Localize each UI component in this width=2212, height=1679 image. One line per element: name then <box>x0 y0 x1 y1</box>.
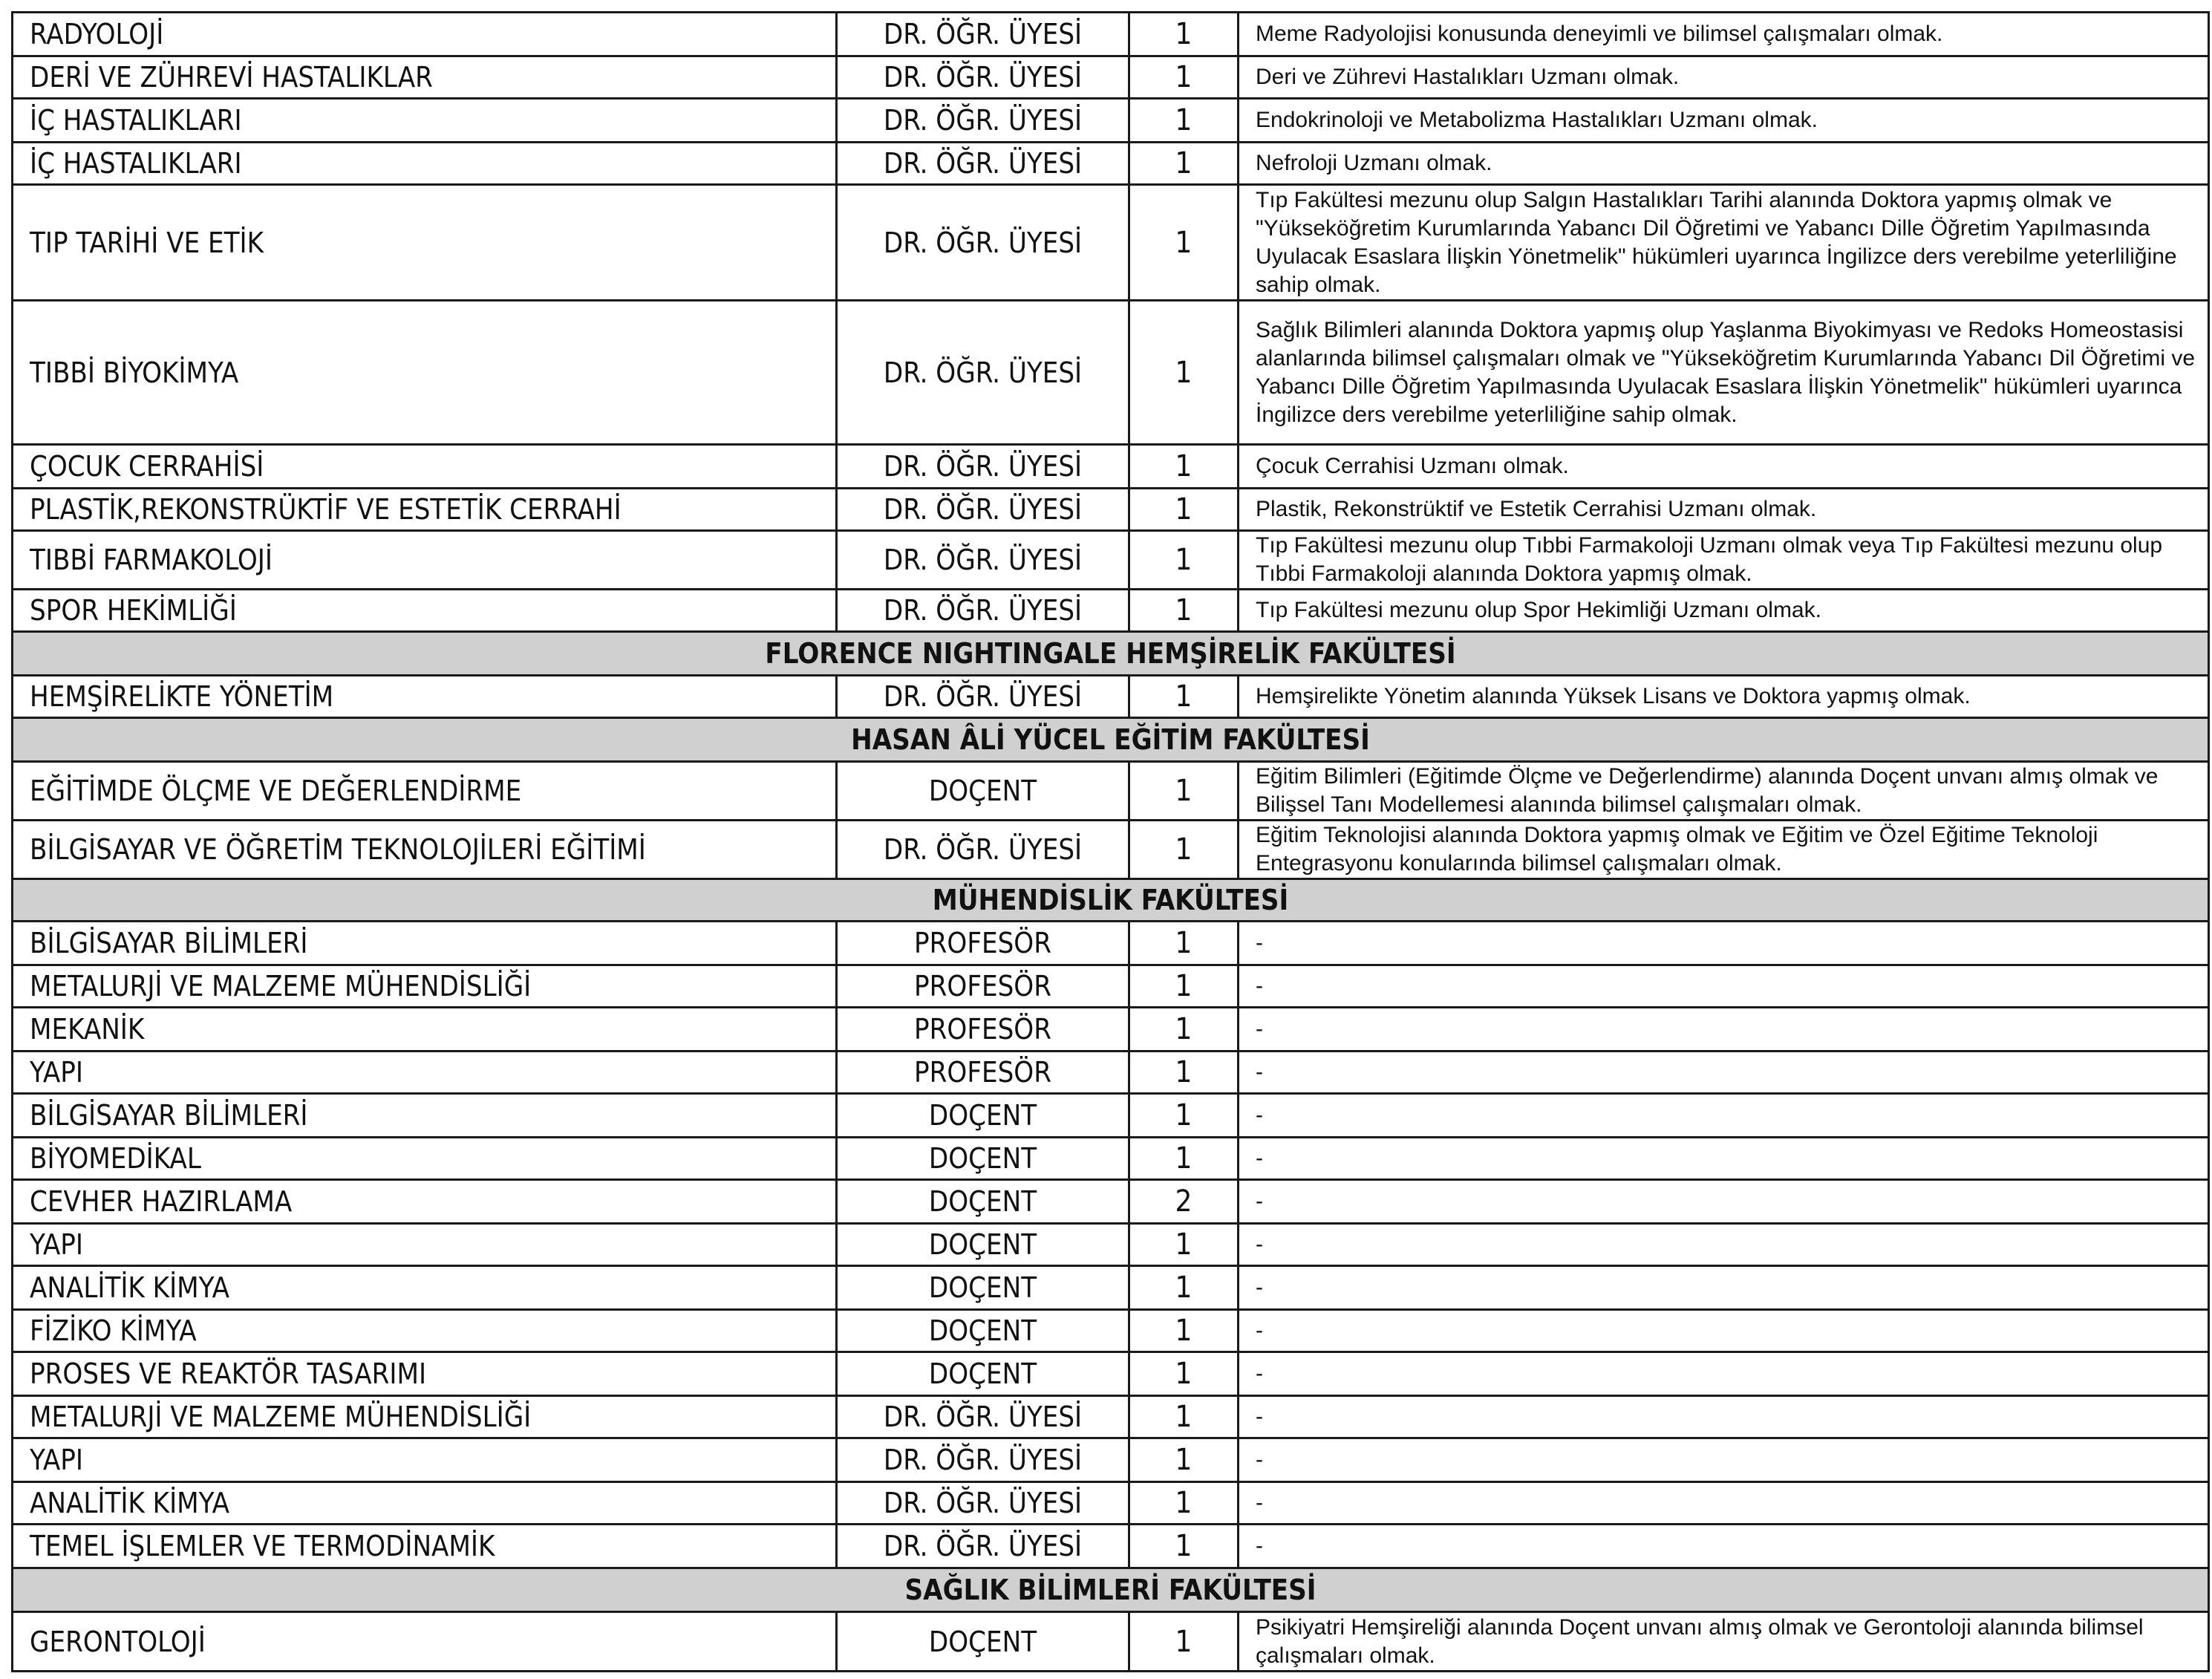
requirement-cell: - <box>1239 1094 2209 1138</box>
requirement-cell: - <box>1239 1310 2209 1352</box>
table-row <box>13 590 2209 632</box>
table-row <box>13 445 2209 489</box>
table-row <box>13 1008 2209 1052</box>
department-cell: HEMŞİRELİKTE YÖNETİM <box>13 676 837 718</box>
position-count-cell: 1 <box>1129 301 1239 445</box>
requirement-cell: Çocuk Cerrahisi Uzmanı olmak. <box>1239 445 2209 489</box>
requirement-cell: Tıp Fakültesi mezunu olup Spor Hekimliği Uzmanı olmak. <box>1239 590 2209 632</box>
academic-title-cell: PROFESÖR <box>837 922 1129 965</box>
position-count-cell: 1 <box>1129 1612 1239 1672</box>
department-cell: PROSES VE REAKTÖR TASARIMI <box>13 1352 837 1396</box>
faculty-name: MÜHENDİSLİK FAKÜLTESİ <box>13 879 2209 922</box>
table-row <box>13 1266 2209 1310</box>
table-row <box>13 1094 2209 1138</box>
table-row <box>13 1525 2209 1568</box>
academic-title-cell: DOÇENT <box>837 1612 1129 1672</box>
position-count-cell: 1 <box>1129 590 1239 632</box>
position-count-cell: 1 <box>1129 143 1239 185</box>
requirement-cell: - <box>1239 1180 2209 1224</box>
department-cell: YAPI <box>13 1052 837 1094</box>
department-cell: BİLGİSAYAR VE ÖĞRETİM TEKNOLOJİLERİ EĞİTİMİ <box>13 821 837 879</box>
requirement-cell: Meme Radyolojisi konusunda deneyimli ve bilimsel çalışmaları olmak. <box>1239 13 2209 56</box>
academic-title-cell: DOÇENT <box>837 762 1129 821</box>
requirement-cell: - <box>1239 1052 2209 1094</box>
faculty-section-header <box>13 1568 2209 1612</box>
department-cell: TIP TARİHİ VE ETİK <box>13 185 837 301</box>
position-count-cell: 1 <box>1129 1525 1239 1568</box>
requirement-cell: Endokrinoloji ve Metabolizma Hastalıkları Uzmanı olmak. <box>1239 99 2209 143</box>
requirement-cell: - <box>1239 1008 2209 1052</box>
department-cell: YAPI <box>13 1224 837 1266</box>
faculty-section-header <box>13 879 2209 922</box>
academic-title-cell: DR. ÖĞR. ÜYESİ <box>837 821 1129 879</box>
department-cell: ANALİTİK KİMYA <box>13 1482 837 1525</box>
requirement-cell: Plastik, Rekonstrüktif ve Estetik Cerrahisi Uzmanı olmak. <box>1239 489 2209 531</box>
position-count-cell: 1 <box>1129 531 1239 590</box>
academic-title-cell: DR. ÖĞR. ÜYESİ <box>837 301 1129 445</box>
department-cell: ÇOCUK CERRAHİSİ <box>13 445 837 489</box>
academic-title-cell: DOÇENT <box>837 1310 1129 1352</box>
position-count-cell: 1 <box>1129 965 1239 1008</box>
academic-title-cell: DOÇENT <box>837 1266 1129 1310</box>
table-row <box>13 13 2209 56</box>
academic-title-cell: DR. ÖĞR. ÜYESİ <box>837 99 1129 143</box>
table-row <box>13 301 2209 445</box>
department-cell: BİLGİSAYAR BİLİMLERİ <box>13 1094 837 1138</box>
position-count-cell: 1 <box>1129 1266 1239 1310</box>
position-count-cell: 1 <box>1129 1438 1239 1482</box>
academic-title-cell: DR. ÖĞR. ÜYESİ <box>837 56 1129 99</box>
department-cell: TEMEL İŞLEMLER VE TERMODİNAMİK <box>13 1525 837 1568</box>
requirement-cell: - <box>1239 1352 2209 1396</box>
requirement-cell: - <box>1239 1438 2209 1482</box>
requirement-cell: Eğitim Bilimleri (Eğitimde Ölçme ve Değerlendirme) alanında Doçent unvanı almış olmak ve Bilişsel Tanı Modellemesi alanında bilimsel çalışmaları olmak. <box>1239 762 2209 821</box>
table-row <box>13 531 2209 590</box>
position-count-cell: 1 <box>1129 1310 1239 1352</box>
table-row <box>13 922 2209 965</box>
academic-title-cell: DR. ÖĞR. ÜYESİ <box>837 590 1129 632</box>
position-count-cell: 1 <box>1129 1052 1239 1094</box>
academic-title-cell: DR. ÖĞR. ÜYESİ <box>837 185 1129 301</box>
academic-title-cell: DOÇENT <box>837 1224 1129 1266</box>
table-row <box>13 489 2209 531</box>
requirement-cell: - <box>1239 1525 2209 1568</box>
position-count-cell: 2 <box>1129 1180 1239 1224</box>
academic-title-cell: DR. ÖĞR. ÜYESİ <box>837 143 1129 185</box>
requirement-cell: Hemşirelikte Yönetim alanında Yüksek Lisans ve Doktora yapmış olmak. <box>1239 676 2209 718</box>
requirement-cell: Nefroloji Uzmanı olmak. <box>1239 143 2209 185</box>
table-row <box>13 1482 2209 1525</box>
position-count-cell: 1 <box>1129 1138 1239 1180</box>
requirement-cell: - <box>1239 1266 2209 1310</box>
position-count-cell: 1 <box>1129 185 1239 301</box>
table-row <box>13 762 2209 821</box>
table-row <box>13 676 2209 718</box>
requirement-cell: - <box>1239 1396 2209 1438</box>
academic-title-cell: DOÇENT <box>837 1094 1129 1138</box>
position-count-cell: 1 <box>1129 1224 1239 1266</box>
academic-title-cell: PROFESÖR <box>837 1008 1129 1052</box>
table-row <box>13 1224 2209 1266</box>
department-cell: TIBBİ FARMAKOLOJİ <box>13 531 837 590</box>
department-cell: BİYOMEDİKAL <box>13 1138 837 1180</box>
table-row <box>13 1138 2209 1180</box>
faculty-name: SAĞLIK BİLİMLERİ FAKÜLTESİ <box>13 1568 2209 1612</box>
academic-title-cell: PROFESÖR <box>837 965 1129 1008</box>
department-cell: ANALİTİK KİMYA <box>13 1266 837 1310</box>
requirement-cell: Tıp Fakültesi mezunu olup Tıbbi Farmakoloji Uzmanı olmak veya Tıp Fakültesi mezunu olup Tıbbi Farmakoloji alanında Doktora yapmış olmak. <box>1239 531 2209 590</box>
table-row <box>13 143 2209 185</box>
department-cell: TIBBİ BİYOKİMYA <box>13 301 837 445</box>
position-count-cell: 1 <box>1129 1396 1239 1438</box>
requirement-cell: - <box>1239 1482 2209 1525</box>
table-row <box>13 185 2209 301</box>
department-cell: RADYOLOJİ <box>13 13 837 56</box>
position-count-cell: 1 <box>1129 676 1239 718</box>
academic-title-cell: DOÇENT <box>837 1352 1129 1396</box>
academic-title-cell: DR. ÖĞR. ÜYESİ <box>837 489 1129 531</box>
position-count-cell: 1 <box>1129 1008 1239 1052</box>
academic-title-cell: DR. ÖĞR. ÜYESİ <box>837 1438 1129 1482</box>
academic-title-cell: DR. ÖĞR. ÜYESİ <box>837 445 1129 489</box>
requirement-cell: Psikiyatri Hemşireliği alanında Doçent unvanı almış olmak ve Gerontoloji alanında bilimsel çalışmaları olmak. <box>1239 1612 2209 1672</box>
department-cell: EĞİTİMDE ÖLÇME VE DEĞERLENDİRME <box>13 762 837 821</box>
department-cell: METALURJİ VE MALZEME MÜHENDİSLİĞİ <box>13 1396 837 1438</box>
faculty-name: FLORENCE NIGHTINGALE HEMŞİRELİK FAKÜLTESİ <box>13 632 2209 676</box>
table-row <box>13 965 2209 1008</box>
academic-title-cell: DR. ÖĞR. ÜYESİ <box>837 1525 1129 1568</box>
table-row <box>13 1352 2209 1396</box>
table-row <box>13 1052 2209 1094</box>
faculty-section-header <box>13 632 2209 676</box>
academic-title-cell: DR. ÖĞR. ÜYESİ <box>837 676 1129 718</box>
department-cell: İÇ HASTALIKLARI <box>13 99 837 143</box>
position-count-cell: 1 <box>1129 922 1239 965</box>
requirement-cell: - <box>1239 1138 2209 1180</box>
academic-title-cell: DR. ÖĞR. ÜYESİ <box>837 1482 1129 1525</box>
table-row <box>13 99 2209 143</box>
positions-table-body <box>13 13 2209 1672</box>
position-count-cell: 1 <box>1129 445 1239 489</box>
position-count-cell: 1 <box>1129 99 1239 143</box>
table-row <box>13 1438 2209 1482</box>
academic-title-cell: DR. ÖĞR. ÜYESİ <box>837 13 1129 56</box>
requirement-cell: Sağlık Bilimleri alanında Doktora yapmış olup Yaşlanma Biyokimyası ve Redoks Homeostasisi alanlarında bilimsel çalışmaları olmak ve "Yükseköğretim Kurumlarında Yabancı Dil Öğretimi ve Yabancı Dille Öğretim Yapılmasında Uyulacak Esaslara İlişkin Yönetmelik" hükümleri uyarınca İngilizce ders verebilme yeterliliğine sahip olmak. <box>1239 301 2209 445</box>
requirement-cell: - <box>1239 965 2209 1008</box>
position-count-cell: 1 <box>1129 762 1239 821</box>
requirement-cell: Eğitim Teknolojisi alanında Doktora yapmış olmak ve Eğitim ve Özel Eğitime Teknoloji Entegrasyonu konularında bilimsel çalışmaları olmak. <box>1239 821 2209 879</box>
table-row <box>13 1310 2209 1352</box>
department-cell: METALURJİ VE MALZEME MÜHENDİSLİĞİ <box>13 965 837 1008</box>
department-cell: CEVHER HAZIRLAMA <box>13 1180 837 1224</box>
department-cell: GERONTOLOJİ <box>13 1612 837 1672</box>
requirement-cell: Tıp Fakültesi mezunu olup Salgın Hastalıkları Tarihi alanında Doktora yapmış olmak ve "Yükseköğretim Kurumlarında Yabancı Dil Öğretimi ve Yabancı Dille Öğretim Yapılmasında Uyulacak Esaslara İlişkin Yönetmelik" hükümleri uyarınca İngilizce ders verebilme yeterliliğine sahip olmak. <box>1239 185 2209 301</box>
table-row <box>13 1396 2209 1438</box>
department-cell: İÇ HASTALIKLARI <box>13 143 837 185</box>
table-row <box>13 1180 2209 1224</box>
department-cell: SPOR HEKİMLİĞİ <box>13 590 837 632</box>
academic-title-cell: DR. ÖĞR. ÜYESİ <box>837 531 1129 590</box>
position-count-cell: 1 <box>1129 1094 1239 1138</box>
department-cell: FİZİKO KİMYA <box>13 1310 837 1352</box>
department-cell: BİLGİSAYAR BİLİMLERİ <box>13 922 837 965</box>
academic-title-cell: DOÇENT <box>837 1138 1129 1180</box>
requirement-cell: Deri ve Zührevi Hastalıkları Uzmanı olmak. <box>1239 56 2209 99</box>
position-count-cell: 1 <box>1129 489 1239 531</box>
department-cell: DERİ VE ZÜHREVİ HASTALIKLAR <box>13 56 837 99</box>
faculty-name: HASAN ÂLİ YÜCEL EĞİTİM FAKÜLTESİ <box>13 718 2209 762</box>
academic-title-cell: DOÇENT <box>837 1180 1129 1224</box>
academic-title-cell: PROFESÖR <box>837 1052 1129 1094</box>
department-cell: MEKANİK <box>13 1008 837 1052</box>
faculty-section-header <box>13 718 2209 762</box>
academic-title-cell: DR. ÖĞR. ÜYESİ <box>837 1396 1129 1438</box>
requirement-cell: - <box>1239 1224 2209 1266</box>
department-cell: PLASTİK,REKONSTRÜKTİF VE ESTETİK CERRAHİ <box>13 489 837 531</box>
department-cell: YAPI <box>13 1438 837 1482</box>
table-row <box>13 1612 2209 1672</box>
positions-table <box>11 11 2210 1672</box>
table-row <box>13 821 2209 879</box>
requirement-cell: - <box>1239 922 2209 965</box>
table-row <box>13 56 2209 99</box>
position-count-cell: 1 <box>1129 1482 1239 1525</box>
position-count-cell: 1 <box>1129 821 1239 879</box>
position-count-cell: 1 <box>1129 56 1239 99</box>
position-count-cell: 1 <box>1129 13 1239 56</box>
position-count-cell: 1 <box>1129 1352 1239 1396</box>
